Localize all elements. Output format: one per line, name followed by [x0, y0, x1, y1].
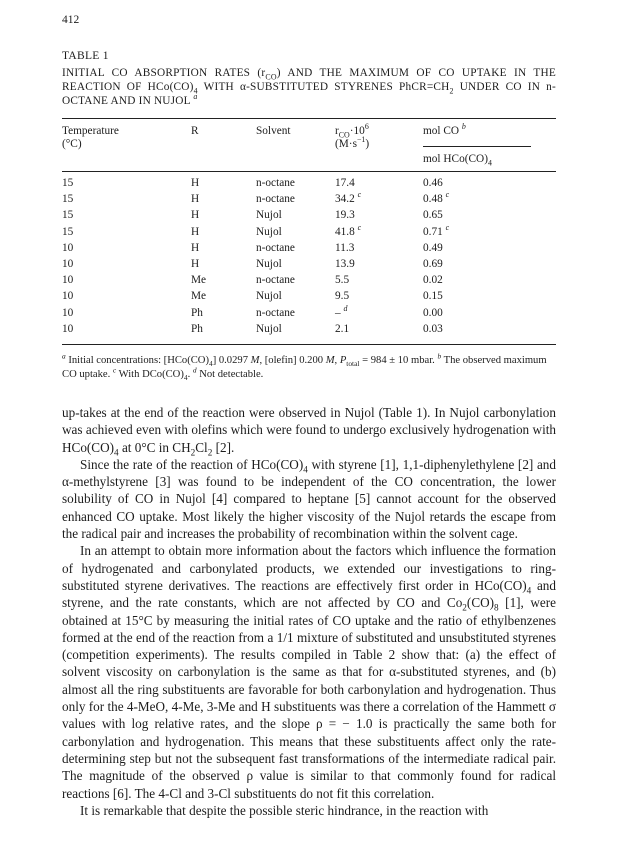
page-number: 412	[62, 14, 80, 26]
table-title: TABLE 1	[62, 50, 109, 62]
cell-temperature: 10	[62, 274, 74, 287]
body-text	[62, 404, 556, 819]
cell-temperature: 10	[62, 306, 74, 319]
cell-r: H	[191, 193, 200, 206]
cell-r: H	[191, 225, 200, 238]
cell-ratio: 0.02	[423, 274, 443, 287]
body-paragraph: Since the rate of the reaction of $HCo(CO)_4$ with styrene [1], 1,1-diphenylethylene [2] and α-methylstyrene [3] was found to be independent of the CO concentration, the lower solubility of CO in Nujol [4] compared to heptane [5] cannot account for the observed enhanced CO uptake. Most likely the higher viscosity of the Nujol retards the escape from the radical pair and increases the probability of recombination within the solvent cage.	[62, 456, 556, 542]
cell-temperature: 10	[62, 322, 74, 335]
table-top-rule	[62, 118, 556, 119]
cell-ratio: 0.49	[423, 241, 443, 254]
table-bottom-rule	[62, 344, 556, 345]
cell-solvent: n-octane	[256, 274, 295, 287]
cell-rate: 11.3	[335, 241, 355, 254]
table-footnote: $^a$ Initial concentrations: $[HCo(CO)_4]$ 0.0297 M, [olefin] 0.200 M, $P_{total} = 984 \pm 10$ mbar. $^b$ The observed maximum CO uptake. $^c$ With $DCo(CO)_4$. $^d$ Not detectable.	[62, 351, 547, 382]
header-ratio-top: mol CO $^b$	[423, 122, 466, 137]
cell-ratio: 0.48 $^c$	[423, 190, 450, 206]
table-caption: INITIAL CO ABSORPTION RATES $(r_{CO})$ AND THE MAXIMUM OF CO UPTAKE IN THE REACTION OF $HCo(CO)_4$ WITH α-SUBSTITUTED STYRENES $PhCR=CH_2$ UNDER CO IN n-OCTANE AND IN NUJOL $^a$	[62, 67, 556, 108]
cell-ratio: 0.15	[423, 290, 443, 303]
cell-solvent: n-octane	[256, 241, 295, 254]
cell-r: H	[191, 258, 200, 270]
cell-r: Ph	[191, 306, 203, 319]
cell-r: H	[191, 241, 200, 254]
cell-solvent: Nujol	[256, 225, 282, 238]
cell-temperature: 15	[62, 177, 74, 189]
cell-temperature: 10	[62, 241, 74, 254]
cell-rate: 9.5	[335, 290, 350, 303]
cell-r: H	[191, 177, 200, 189]
cell-solvent: Nujol	[256, 322, 282, 335]
cell-r: Me	[191, 274, 207, 287]
cell-ratio: 0.03	[423, 322, 443, 335]
cell-ratio: 0.65	[423, 209, 443, 222]
header-r: R	[191, 125, 199, 137]
header-temperature-unit: (°C)	[62, 138, 82, 150]
cell-rate: 17.4	[335, 177, 355, 189]
cell-rate: 34.2 $^c$	[335, 190, 362, 206]
header-solvent: Solvent	[256, 125, 291, 137]
body-paragraph: It is remarkable that despite the possible steric hindrance, in the reaction with	[80, 802, 489, 818]
body-paragraph: In an attempt to obtain more information about the factors which influence the formation of hydrogenated and carbonylated products, we extended our investigations to ring-substituted styrene derivatives. The reactions are effectively first order in $HCo(CO)_4$ and styrene, and the rate constants, which are not affected by CO and $Co_2(CO)_8$ [1], were obtained at 15°C by measuring the initial rates of CO uptake and the ratio of ethylbenzenes formed at the end of the reaction from a 1/1 mixture of substituted and unsubstituted styrenes (competition experiments). The results compiled in Table 2 show that: (a) the effect of solvent viscosity on carbonylation is the same as that for α-substituted styrenes, and (b) almost all the ring substituents are favorable for both carbonylation and hydrogenation. Thus only for the 4-MeO, 4-Me, 3-Me and H substituents was there a correlation of the Hammett σ values with log relative rates, and the slope ρ = − 1.0 is practically the same both for carbonylation and hydrogenation. This means that these substituents affect only the rate-determining step but not the subsequent fast transformations of the intermediate radical pair. The magnitude of the observed ρ value is similar to that commonly found for radical reactions [6]. The 4-Cl and 3-Cl substituents do not fit this correlation.	[62, 543, 557, 801]
cell-rate: 13.9	[335, 258, 355, 270]
header-rate: $r_{CO}\cdot 10^6$	[335, 122, 369, 140]
cell-rate: 41.8 $^c$	[335, 222, 362, 238]
cell-solvent: n-octane	[256, 193, 295, 206]
cell-rate: 5.5	[335, 274, 350, 287]
cell-temperature: 15	[62, 193, 74, 206]
body-paragraph: up-takes at the end of the reaction were observed in Nujol (Table 1). In Nujol carbonylation was achieved even with olefins which were found to undergo exclusively hydrogenation with $HCo(CO)_4$ at 0°C in $CH_2Cl_2$ [2].	[62, 405, 556, 458]
cell-rate: 2.1	[335, 322, 350, 335]
cell-solvent: n-octane	[256, 306, 295, 319]
cell-r: Me	[191, 290, 207, 303]
cell-solvent: Nujol	[256, 209, 282, 222]
cell-ratio: 0.46	[423, 177, 443, 189]
cell-ratio: 0.69	[423, 258, 443, 270]
cell-ratio: 0.71 $^c$	[423, 222, 450, 238]
cell-solvent: n-octane	[256, 177, 295, 189]
header-ratio-bottom: mol $HCo(CO)_4$	[423, 153, 492, 168]
table-header-rule	[62, 171, 556, 172]
header-temperature: Temperature	[62, 125, 119, 137]
cell-temperature: 10	[62, 290, 74, 303]
cell-ratio: 0.00	[423, 306, 443, 319]
cell-temperature: 15	[62, 225, 74, 238]
cell-r: Ph	[191, 322, 203, 335]
cell-r: H	[191, 209, 200, 222]
header-rate-unit: $(M\cdot s^{-1})$	[335, 135, 370, 150]
cell-temperature: 15	[62, 209, 74, 222]
header-ratio-fraction-bar	[423, 146, 531, 147]
cell-solvent: Nujol	[256, 290, 282, 303]
cell-rate: – $^d$	[335, 303, 348, 319]
cell-rate: 19.3	[335, 209, 355, 222]
cell-solvent: Nujol	[256, 258, 282, 270]
cell-temperature: 10	[62, 258, 74, 270]
